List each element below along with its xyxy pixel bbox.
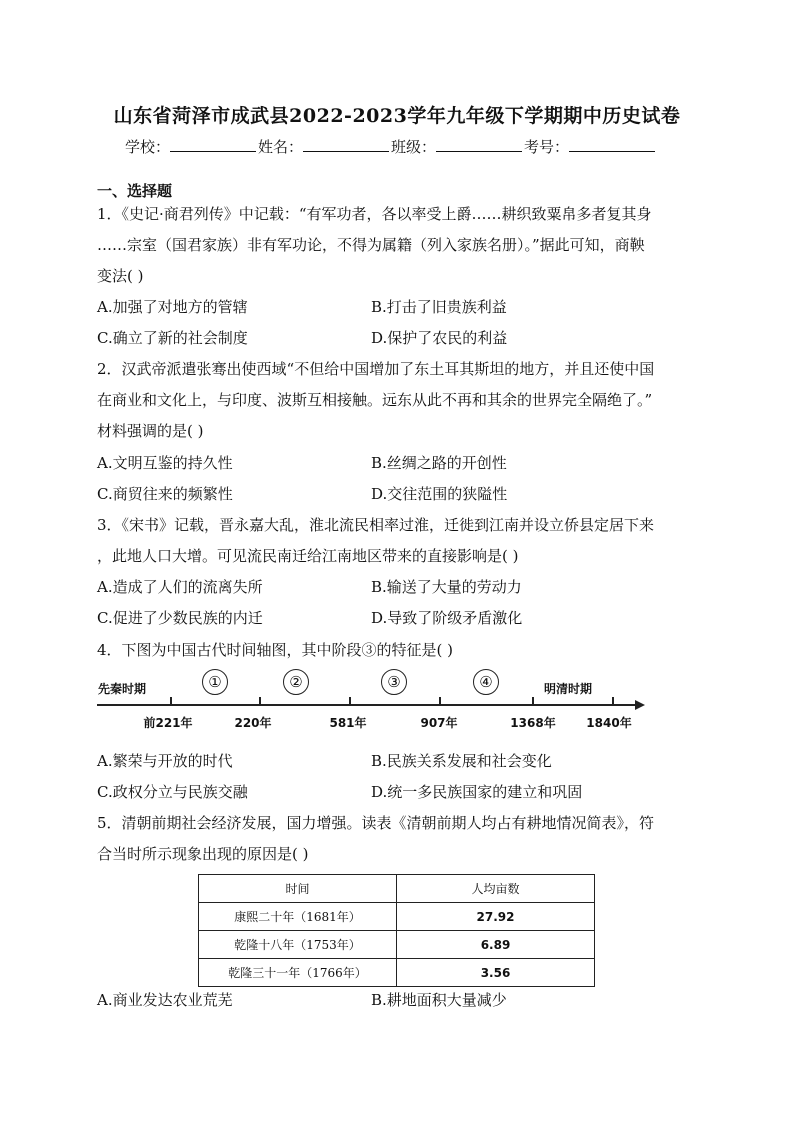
- q3-option-a: A.造成了人们的流离失所: [97, 578, 263, 596]
- q4-option-d: D.统一多民族国家的建立和巩固: [371, 783, 583, 801]
- exam-title: 山东省菏泽市成武县2022-2023学年九年级下学期期中历史试卷: [113, 105, 681, 127]
- school-label: 学校：: [125, 138, 171, 156]
- q1-line-2: ……宗室（国君家族）非有军功论，不得为属籍（列入家族名册）。”据此可知，商鞅: [97, 236, 645, 254]
- q5-line-1: 5．清朝前期社会经济发展，国力增强。读表《清朝前期人均占有耕地情况简表》，符: [97, 814, 655, 832]
- timeline-stage-4: ④: [473, 669, 499, 695]
- timeline-arrowhead: [635, 700, 645, 710]
- timeline-tick: [439, 697, 441, 705]
- timeline-year: 1368年: [510, 716, 556, 730]
- table-cell-value: 3.56: [397, 959, 595, 987]
- q3-option-c: C.促进了少数民族的内迁: [97, 609, 263, 627]
- q3-line-2: ，此地人口大增。可见流民南迁给江南地区带来的直接影响是( ): [97, 547, 519, 565]
- timeline-tick: [349, 697, 351, 705]
- table-header-row: [199, 875, 595, 903]
- q1-option-a: A.加强了对地方的管辖: [97, 298, 248, 316]
- table-cell-value: 27.92: [397, 903, 595, 931]
- table-row: [199, 931, 595, 959]
- school-blank: [170, 137, 256, 152]
- timeline-tick: [612, 697, 614, 705]
- timeline-year: 前221年: [143, 716, 193, 730]
- history-timeline: [95, 665, 655, 745]
- timeline-stage-3: ③: [381, 669, 407, 695]
- table-cell-value: 6.89: [397, 931, 595, 959]
- table-cell-time: 康熙二十年（1681年）: [199, 903, 397, 931]
- q2-option-a: A.文明互鉴的持久性: [97, 454, 233, 472]
- table-header-time: 时间: [199, 875, 397, 903]
- section-heading: 一、选择题: [97, 182, 173, 200]
- student-info-row: [125, 136, 657, 157]
- q1-option-b: B.打击了旧贵族利益: [371, 298, 507, 316]
- q2-line-1: 2．汉武帝派遣张骞出使西域“不但给中国增加了东土耳其斯坦的地方，并且还使中国: [97, 360, 655, 378]
- table-cell-time: 乾隆十八年（1753年）: [199, 931, 397, 959]
- farmland-per-capita-table: [198, 874, 595, 987]
- timeline-tick: [170, 697, 172, 705]
- name-blank: [303, 137, 389, 152]
- q2-line-3: 材料强调的是( ): [97, 422, 204, 440]
- q2-option-b: B.丝绸之路的开创性: [371, 454, 507, 472]
- class-label: 班级：: [391, 138, 437, 156]
- q2-option-c: C.商贸往来的频繁性: [97, 485, 233, 503]
- q2-line-2: 在商业和文化上，与印度、波斯互相接触。远东从此不再和其余的世界完全隔绝了。”: [97, 391, 653, 409]
- timeline-stage-2: ②: [283, 669, 309, 695]
- q2-option-d: D.交往范围的狭隘性: [371, 485, 508, 503]
- name-label: 姓名：: [258, 138, 304, 156]
- q4-line-1: 4．下图为中国古代时间轴图，其中阶段③的特征是( ): [97, 641, 454, 659]
- q5-line-2: 合当时所示现象出现的原因是( ): [97, 845, 309, 863]
- timeline-year: 907年: [420, 716, 458, 730]
- q3-line-1: 3．《宋书》记载，晋永嘉大乱，淮北流民相率过淮，迁徙到江南并设立侨县定居下来: [97, 516, 655, 534]
- timeline-axis: [97, 704, 637, 706]
- q5-option-b: B.耕地面积大量减少: [371, 991, 507, 1009]
- table-row: [199, 903, 595, 931]
- q1-line-3: 变法( ): [97, 267, 144, 285]
- q4-option-b: B.民族关系发展和社会变化: [371, 752, 552, 770]
- timeline-tick: [259, 697, 261, 705]
- q1-option-c: C.确立了新的社会制度: [97, 329, 248, 347]
- timeline-year: 581年: [329, 716, 367, 730]
- timeline-year: 220年: [234, 716, 272, 730]
- timeline-year: 1840年: [586, 716, 632, 730]
- q4-option-c: C.政权分立与民族交融: [97, 783, 248, 801]
- timeline-tick: [532, 697, 534, 705]
- exam-number-label: 考号：: [524, 138, 570, 156]
- q4-option-a: A.繁荣与开放的时代: [97, 752, 233, 770]
- q3-option-d: D.导致了阶级矛盾激化: [371, 609, 523, 627]
- timeline-stage-1: ①: [202, 669, 228, 695]
- exam-number-blank: [569, 137, 655, 152]
- timeline-left-period: 先秦时期: [98, 682, 147, 696]
- q5-option-a: A.商业发达农业荒芜: [97, 991, 233, 1009]
- timeline-right-period: 明清时期: [544, 682, 593, 696]
- table-header-mu: 人均亩数: [397, 875, 595, 903]
- table-cell-time: 乾隆三十一年（1766年）: [199, 959, 397, 987]
- q3-option-b: B.输送了大量的劳动力: [371, 578, 522, 596]
- table-row: [199, 959, 595, 987]
- q1-option-d: D.保护了农民的利益: [371, 329, 508, 347]
- q1-line-1: 1．《史记·商君列传》中记载：“有军功者，各以率受上爵……耕织致粟帛多者复其身: [97, 205, 652, 223]
- class-blank: [436, 137, 522, 152]
